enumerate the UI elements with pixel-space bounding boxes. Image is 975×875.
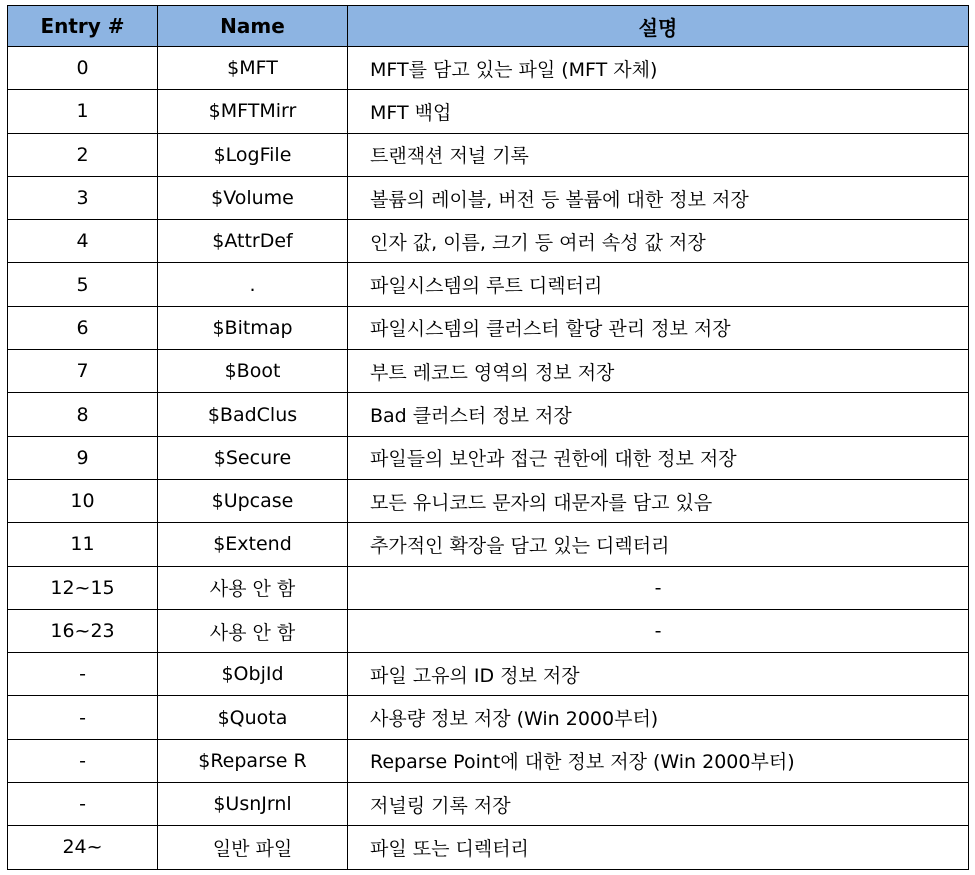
cell-name: 사용 안 함: [158, 566, 348, 609]
cell-entry-number: 9: [8, 436, 158, 479]
cell-name: .: [158, 263, 348, 306]
table-row: [8, 306, 969, 349]
table-row: [8, 739, 969, 782]
header-description: 설명: [348, 6, 969, 47]
table-row: [8, 696, 969, 739]
cell-description: 트랜잭션 저널 기록: [348, 133, 969, 176]
table-row: [8, 436, 969, 479]
cell-entry-number: 16~23: [8, 609, 158, 652]
cell-description: MFT 백업: [348, 90, 969, 133]
table-row: [8, 393, 969, 436]
cell-name: $Bitmap: [158, 306, 348, 349]
table-row: [8, 263, 969, 306]
cell-entry-number: 2: [8, 133, 158, 176]
table-row: [8, 176, 969, 219]
table-body: [8, 47, 969, 870]
cell-description: MFT를 담고 있는 파일 (MFT 자체): [348, 47, 969, 90]
cell-description: 파일들의 보안과 접근 권한에 대한 정보 저장: [348, 436, 969, 479]
cell-description: Bad 클러스터 정보 저장: [348, 393, 969, 436]
cell-name: $Boot: [158, 350, 348, 393]
cell-entry-number: -: [8, 739, 158, 782]
mft-entry-table-container: [7, 5, 968, 870]
cell-description: 추가적인 확장을 담고 있는 디렉터리: [348, 523, 969, 566]
cell-entry-number: 6: [8, 306, 158, 349]
cell-description: -: [348, 609, 969, 652]
table-row: [8, 523, 969, 566]
cell-name: $MFT: [158, 47, 348, 90]
cell-entry-number: 8: [8, 393, 158, 436]
cell-name: $LogFile: [158, 133, 348, 176]
cell-entry-number: -: [8, 783, 158, 826]
cell-description: 파일 고유의 ID 정보 저장: [348, 653, 969, 696]
cell-description: 부트 레코드 영역의 정보 저장: [348, 350, 969, 393]
cell-name: 사용 안 함: [158, 609, 348, 652]
cell-name: $Reparse R: [158, 739, 348, 782]
table-row: [8, 479, 969, 522]
cell-description: 사용량 정보 저장 (Win 2000부터): [348, 696, 969, 739]
table-row: [8, 90, 969, 133]
cell-name: 일반 파일: [158, 826, 348, 869]
table-row: [8, 350, 969, 393]
table-header-row: [8, 6, 969, 47]
table-row: [8, 220, 969, 263]
cell-description: 파일 또는 디렉터리: [348, 826, 969, 869]
cell-entry-number: 5: [8, 263, 158, 306]
cell-description: Reparse Point에 대한 정보 저장 (Win 2000부터): [348, 739, 969, 782]
cell-name: $UsnJrnl: [158, 783, 348, 826]
cell-name: $MFTMirr: [158, 90, 348, 133]
cell-entry-number: 11: [8, 523, 158, 566]
cell-description: 인자 값, 이름, 크기 등 여러 속성 값 저장: [348, 220, 969, 263]
cell-entry-number: 4: [8, 220, 158, 263]
cell-description: -: [348, 566, 969, 609]
cell-name: $Extend: [158, 523, 348, 566]
table-row: [8, 133, 969, 176]
table-row: [8, 609, 969, 652]
cell-name: $Quota: [158, 696, 348, 739]
cell-description: 모든 유니코드 문자의 대문자를 담고 있음: [348, 479, 969, 522]
cell-description: 저널링 기록 저장: [348, 783, 969, 826]
cell-entry-number: 1: [8, 90, 158, 133]
cell-name: $ObjId: [158, 653, 348, 696]
table-row: [8, 783, 969, 826]
cell-name: $AttrDef: [158, 220, 348, 263]
cell-entry-number: -: [8, 696, 158, 739]
cell-entry-number: 10: [8, 479, 158, 522]
cell-entry-number: 3: [8, 176, 158, 219]
cell-name: $Volume: [158, 176, 348, 219]
cell-entry-number: 0: [8, 47, 158, 90]
cell-entry-number: 7: [8, 350, 158, 393]
cell-name: $Secure: [158, 436, 348, 479]
header-entry-number: Entry #: [8, 6, 158, 47]
table-row: [8, 566, 969, 609]
cell-entry-number: 24~: [8, 826, 158, 869]
cell-name: $BadClus: [158, 393, 348, 436]
cell-entry-number: -: [8, 653, 158, 696]
cell-description: 파일시스템의 루트 디렉터리: [348, 263, 969, 306]
cell-description: 볼륨의 레이블, 버전 등 볼륨에 대한 정보 저장: [348, 176, 969, 219]
cell-name: $Upcase: [158, 479, 348, 522]
header-name: Name: [158, 6, 348, 47]
mft-entry-table: [7, 5, 969, 870]
cell-description: 파일시스템의 클러스터 할당 관리 정보 저장: [348, 306, 969, 349]
table-row: [8, 653, 969, 696]
table-row: [8, 47, 969, 90]
cell-entry-number: 12~15: [8, 566, 158, 609]
table-row: [8, 826, 969, 869]
